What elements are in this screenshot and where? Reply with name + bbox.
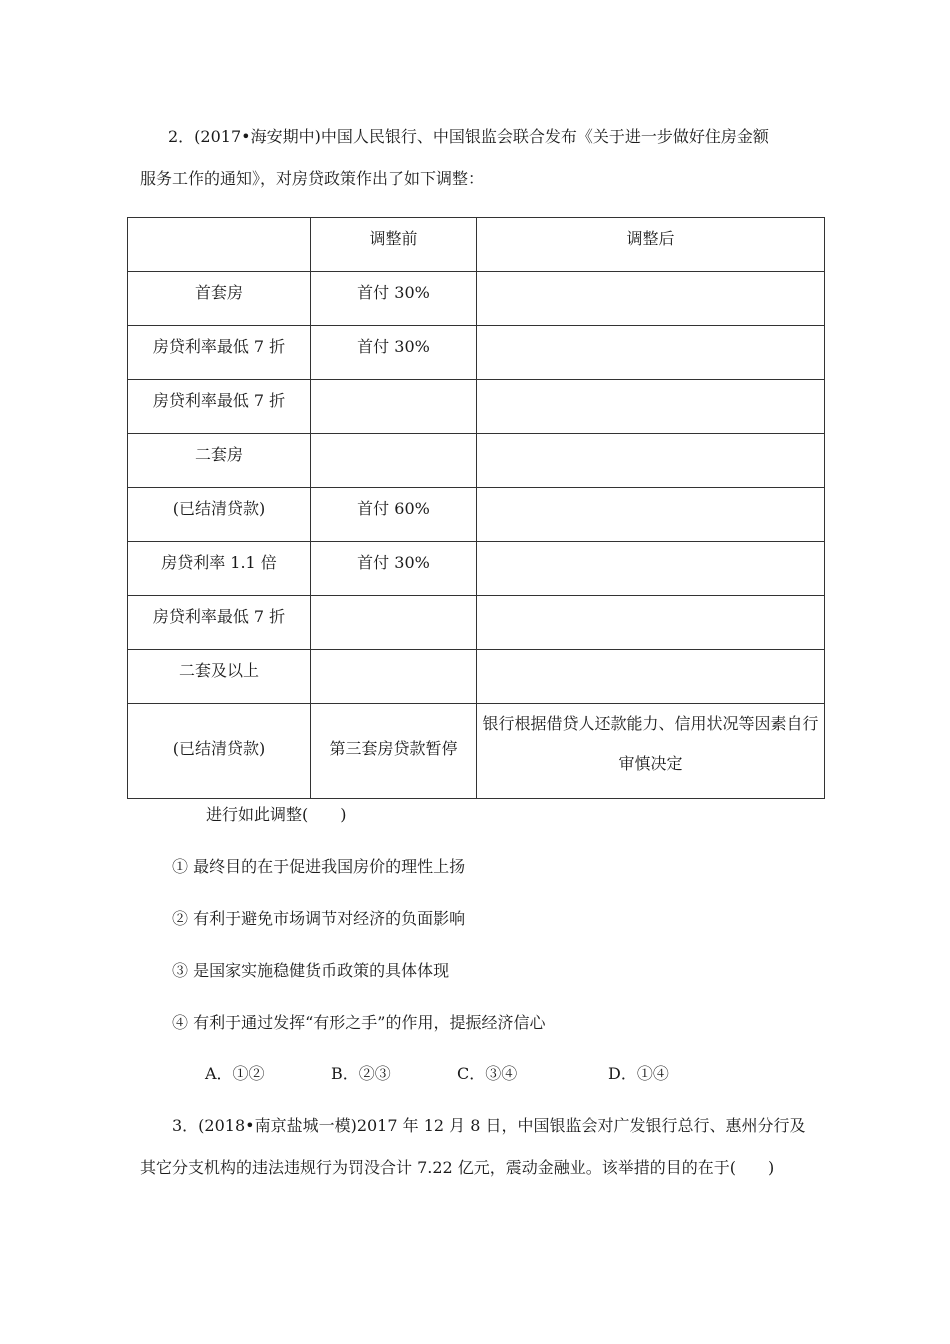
question-3-line-2: 其它分支机构的违法违规行为罚没合计 7.22 亿元，震动金融业。该举措的目的在于( ) bbox=[140, 1158, 775, 1177]
table-row bbox=[128, 380, 825, 434]
table-cell: 首套房 bbox=[128, 272, 311, 326]
table-header-cell: 调整后 bbox=[477, 218, 825, 272]
table-row bbox=[128, 650, 825, 704]
statement-4: ④ 有利于通过发挥“有形之手”的作用，提振经济信心 bbox=[172, 1013, 546, 1032]
table-row bbox=[128, 542, 825, 596]
table-cell: 首付 30% bbox=[311, 326, 477, 380]
table-row bbox=[128, 272, 825, 326]
table-cell bbox=[477, 434, 825, 488]
table-cell bbox=[477, 488, 825, 542]
option-d: D．①④ bbox=[608, 1064, 669, 1083]
table-cell bbox=[477, 542, 825, 596]
table-cell: (已结清贷款) bbox=[128, 704, 311, 799]
table-cell: 二套及以上 bbox=[128, 650, 311, 704]
option-a: A．①② bbox=[205, 1064, 265, 1083]
option-b: B．②③ bbox=[331, 1064, 391, 1083]
table-cell: 二套房 bbox=[128, 434, 311, 488]
statement-2: ② 有利于避免市场调节对经济的负面影响 bbox=[172, 909, 466, 928]
statement-1: ① 最终目的在于促进我国房价的理性上扬 bbox=[172, 857, 466, 876]
table-cell bbox=[311, 434, 477, 488]
table-cell: 首付 30% bbox=[311, 272, 477, 326]
table-cell: 第三套房贷款暂停 bbox=[311, 704, 477, 799]
table-row bbox=[128, 488, 825, 542]
table-cell bbox=[477, 380, 825, 434]
table-header-row bbox=[128, 218, 825, 272]
table-cell: 房贷利率最低 7 折 bbox=[128, 380, 311, 434]
table-row bbox=[128, 326, 825, 380]
table-cell: 房贷利率 1.1 倍 bbox=[128, 542, 311, 596]
table-cell: 房贷利率最低 7 折 bbox=[128, 326, 311, 380]
table-cell bbox=[311, 596, 477, 650]
table-cell bbox=[477, 272, 825, 326]
question-2-line-2: 服务工作的通知》，对房贷政策作出了如下调整： bbox=[140, 169, 485, 188]
table-row bbox=[128, 596, 825, 650]
table-cell: (已结清贷款) bbox=[128, 488, 311, 542]
table-row bbox=[128, 434, 825, 488]
table-cell: 银行根据借贷人还款能力、信用状况等因素自行审慎决定 bbox=[477, 704, 825, 799]
table-cell bbox=[477, 326, 825, 380]
question-2-line-1: 2．(2017•海安期中)中国人民银行、中国银监会联合发布《关于进一步做好住房金额 bbox=[168, 127, 769, 146]
table-cell bbox=[311, 380, 477, 434]
policy-adjustment-table bbox=[127, 217, 825, 799]
question-3-line-1: 3．(2018•南京盐城一模)2017 年 12 月 8 日，中国银监会对广发银行总行、惠州分行及 bbox=[172, 1116, 806, 1135]
statement-3: ③ 是国家实施稳健货币政策的具体体现 bbox=[172, 961, 450, 980]
table-row bbox=[128, 704, 825, 799]
table-cell bbox=[477, 596, 825, 650]
table-header-cell: 调整前 bbox=[311, 218, 477, 272]
table-cell bbox=[311, 650, 477, 704]
question-2-stem: 进行如此调整( ) bbox=[206, 805, 347, 824]
table-header-cell bbox=[128, 218, 311, 272]
table-cell: 首付 60% bbox=[311, 488, 477, 542]
table-cell: 房贷利率最低 7 折 bbox=[128, 596, 311, 650]
table-cell: 首付 30% bbox=[311, 542, 477, 596]
option-c: C．③④ bbox=[457, 1064, 518, 1083]
table-cell bbox=[477, 650, 825, 704]
